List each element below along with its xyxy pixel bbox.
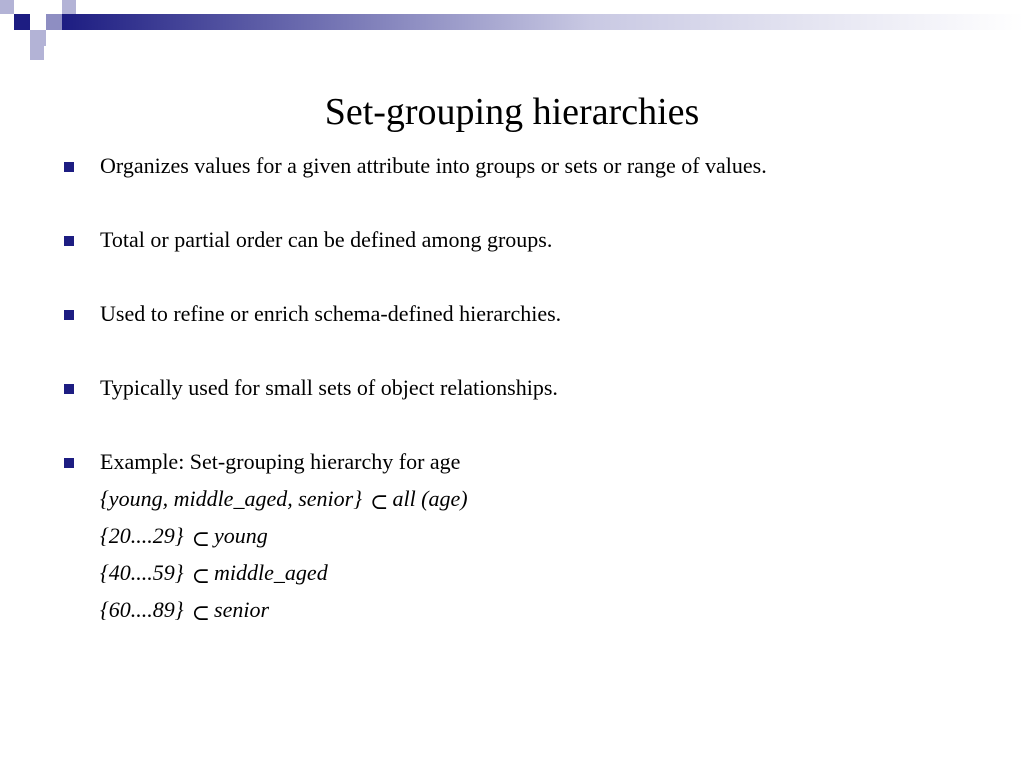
bullet-square-icon — [64, 458, 74, 468]
subset-icon: ⊂ — [370, 489, 389, 514]
decor-square-mid — [46, 14, 62, 30]
bullet-text: Total or partial order can be defined among groups. — [100, 227, 553, 252]
bullet-item — [62, 370, 1002, 406]
header-gradient-bar — [62, 14, 1024, 30]
bullet-square-icon — [64, 310, 74, 320]
bullet-list — [62, 148, 1002, 628]
bullet-square-icon — [64, 236, 74, 246]
example-set: {20....29} — [100, 523, 184, 548]
decor-square-light — [30, 46, 44, 60]
example-line — [62, 480, 1002, 517]
decor-square-light — [62, 0, 76, 14]
bullet-item — [62, 296, 1002, 332]
bullet-text: Used to refine or enrich schema-defined hierarchies. — [100, 301, 562, 326]
example-line — [62, 517, 1002, 554]
example-group: all (age) — [392, 486, 468, 511]
subset-icon: ⊂ — [191, 526, 211, 551]
bullet-text: Typically used for small sets of object relationships. — [100, 375, 558, 400]
bullet-item — [62, 148, 1002, 184]
decor-square-light — [30, 30, 46, 46]
bullet-item — [62, 222, 1002, 258]
bullet-square-icon — [64, 162, 74, 172]
slide-title: Set-grouping hierarchies — [324, 91, 700, 133]
example-set: {young, middle_aged, senior} — [100, 486, 363, 511]
decor-square-navy — [14, 14, 30, 30]
example-line — [62, 591, 1002, 628]
example-group: senior — [214, 597, 270, 622]
example-set: {40....59} — [100, 560, 184, 585]
example-group: middle_aged — [214, 560, 328, 585]
example-group: young — [214, 523, 268, 548]
subset-icon: ⊂ — [191, 563, 211, 588]
bullet-square-icon — [64, 384, 74, 394]
subset-icon: ⊂ — [191, 600, 211, 625]
decor-square-light — [0, 0, 14, 14]
example-set: {60....89} — [100, 597, 184, 622]
header-decoration — [0, 0, 1024, 62]
bullet-text: Example: Set-grouping hierarchy for age — [100, 449, 461, 474]
bullet-text: Organizes values for a given attribute into groups or sets or range of values. — [100, 153, 767, 178]
bullet-item — [62, 444, 1002, 480]
example-line — [62, 554, 1002, 591]
